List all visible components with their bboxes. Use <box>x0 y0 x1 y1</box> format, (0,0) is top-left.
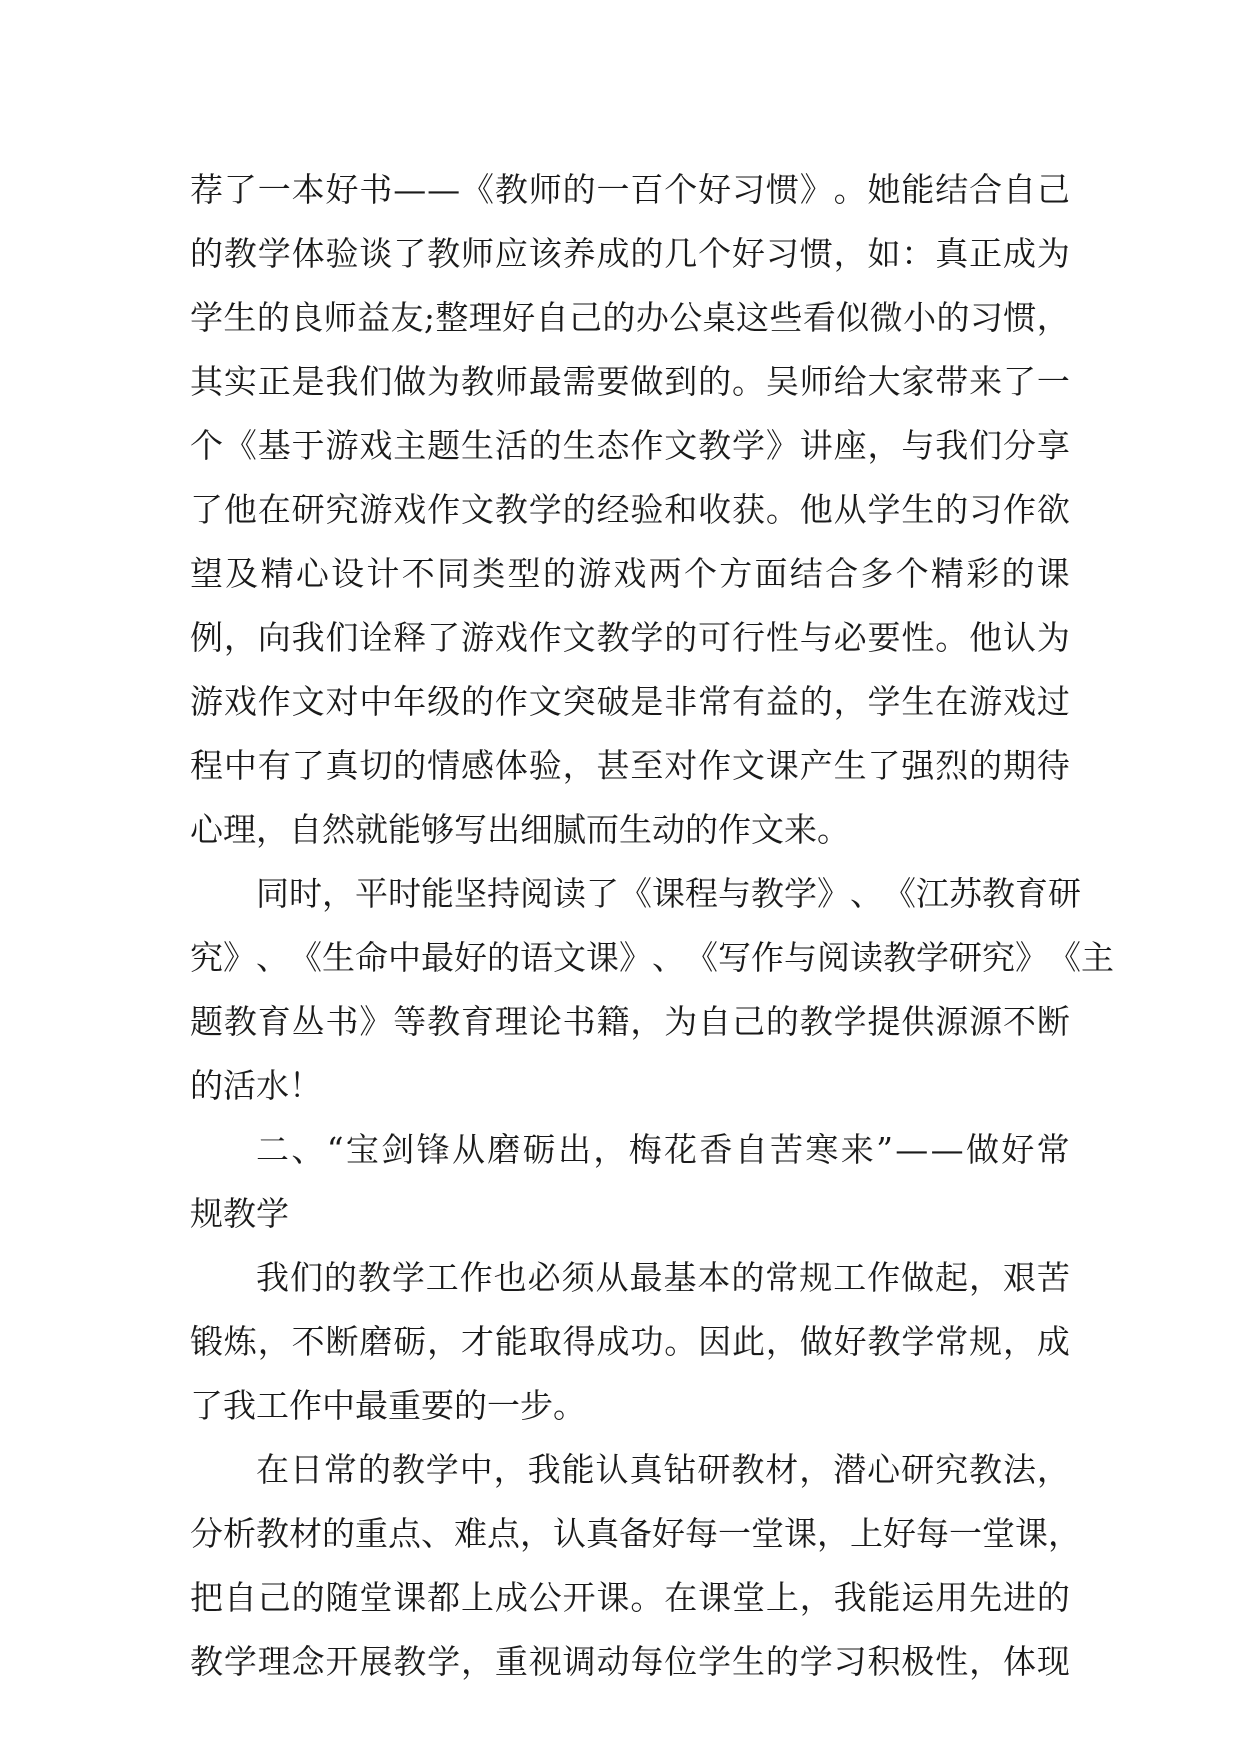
text-line: 在 日 常 的 教 学 中 ， 我 能 认 真 钻 研 教 材 ， 潜 心 研 究 教 法 ， <box>256 1450 1070 1489</box>
text-line: 望 及 精 心 设 计 不 同 类 型 的 游 戏 两 个 方 面 结 合 多 个 精 彩 的 课 <box>190 554 1070 593</box>
text-line: 教 学 理 念 开 展 教 学 ， 重 视 调 动 每 位 学 生 的 学 习 积 极 性 ， 体 现 <box>190 1642 1070 1681</box>
text-line: 的 教 学 体 验 谈 了 教 师 应 该 养 成 的 几 个 好 习 惯 ， 如 ： 真 正 成 为 <box>190 234 1070 273</box>
text-line: 了我工作中最重要的一步。 <box>190 1386 586 1425</box>
text-line: 心理，自然就能够写出细腻而生动的作文来。 <box>190 810 850 849</box>
text-line: 学 生 的 良 师 益 友 ; 整 理 好 自 己 的 办 公 桌 这 些 看 似 微 小 的 习 惯 ， <box>190 298 1070 337</box>
text-line: 其 实 正 是 我 们 做 为 教 师 最 需 要 做 到 的 。 吴 师 给 大 家 带 来 了 一 <box>190 362 1070 401</box>
text-line: 二 、 “ 宝 剑 锋 从 磨 砺 出 ， 梅 花 香 自 苦 寒 来 ” — — 做 好 常 <box>256 1130 1070 1169</box>
text-line: 规教学 <box>190 1194 289 1233</box>
text-line: 个 《 基 于 游 戏 主 题 生 活 的 生 态 作 文 教 学 》 讲 座 ， 与 我 们 分 享 <box>190 426 1070 465</box>
text-line: 例 ， 向 我 们 诠 释 了 游 戏 作 文 教 学 的 可 行 性 与 必 要 性 。 他 认 为 <box>190 618 1070 657</box>
text-line: 分 析 教 材 的 重 点 、 难 点 ， 认 真 备 好 每 一 堂 课 ， 上 好 每 一 堂 课 ， <box>190 1514 1081 1553</box>
text-line: 同 时 ， 平 时 能 坚 持 阅 读 了 《 课 程 与 教 学 》 、 《 江 苏 教 育 研 <box>256 874 1081 913</box>
text-line: 锻 炼 ， 不 断 磨 砺 ， 才 能 取 得 成 功 。 因 此 ， 做 好 教 学 常 规 ， 成 <box>190 1322 1070 1361</box>
text-line: 的活水！ <box>190 1066 322 1105</box>
text-line: 究 》 、 《 生 命 中 最 好 的 语 文 课 》 、 《 写 作 与 阅 读 教 学 研 究 》 《 主 <box>190 938 1114 977</box>
text-line: 游 戏 作 文 对 中 年 级 的 作 文 突 破 是 非 常 有 益 的 ， 学 生 在 游 戏 过 <box>190 682 1070 721</box>
document-body-text <box>190 158 1114 1694</box>
text-line: 了 他 在 研 究 游 戏 作 文 教 学 的 经 验 和 收 获 。 他 从 学 生 的 习 作 欲 <box>190 490 1070 529</box>
text-line: 荐 了 一 本 好 书 — — 《 教 师 的 一 百 个 好 习 惯 》 。 她 能 结 合 自 己 <box>190 170 1070 209</box>
text-line: 题 教 育 丛 书 》 等 教 育 理 论 书 籍 ， 为 自 己 的 教 学 提 供 源 源 不 断 <box>190 1002 1070 1041</box>
text-line: 我 们 的 教 学 工 作 也 必 须 从 最 基 本 的 常 规 工 作 做 起 ， 艰 苦 <box>256 1258 1070 1297</box>
text-line: 把 自 己 的 随 堂 课 都 上 成 公 开 课 。 在 课 堂 上 ， 我 能 运 用 先 进 的 <box>190 1578 1070 1617</box>
text-line: 程 中 有 了 真 切 的 情 感 体 验 ， 甚 至 对 作 文 课 产 生 了 强 烈 的 期 待 <box>190 746 1070 785</box>
